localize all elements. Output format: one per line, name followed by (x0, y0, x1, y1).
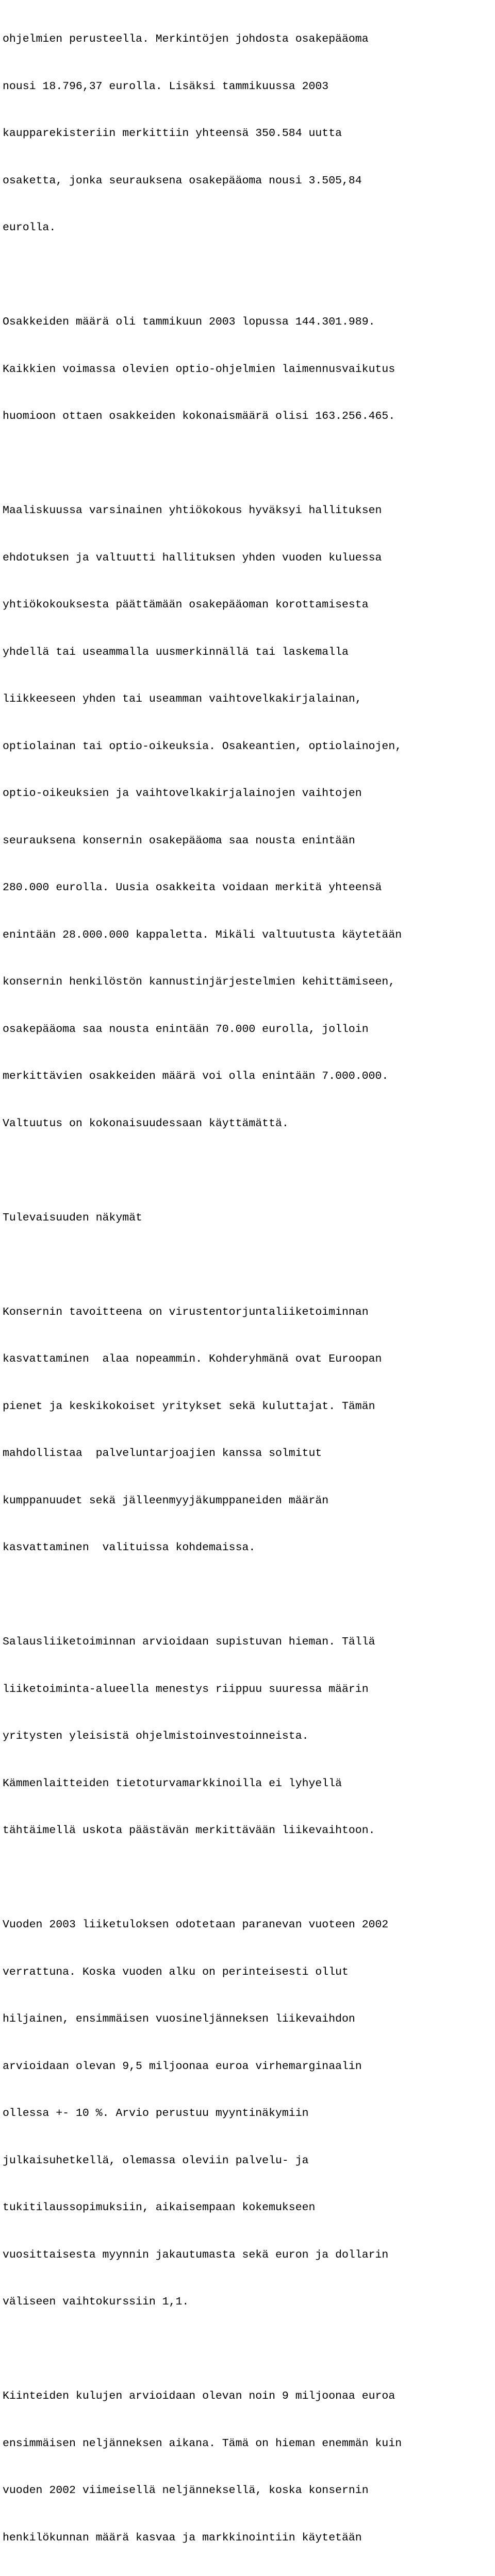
text-line: ohjelmien perusteella. Merkintöjen johdosta osakepääoma (3, 33, 369, 45)
text-line: huomioon ottaen osakkeiden kokonaismäärä olisi 163.256.465. (3, 410, 395, 422)
text-line: nousi 18.796,37 eurolla. Lisäksi tammikuussa 2003 (3, 80, 329, 93)
text-line: arvioidaan olevan 9,5 miljoonaa euroa virhemarginaalin (3, 2060, 362, 2073)
text-line: Vuoden 2003 liiketuloksen odotetaan paranevan vuoteen 2002 (3, 1919, 389, 1931)
text-line: pienet ja keskikokoiset yritykset sekä kuluttajat. Tämän (3, 1400, 375, 1413)
text-line: henkilökunnan määrä kasvaa ja markkinointiin käytetään (3, 2531, 362, 2544)
text-line: 280.000 eurolla. Uusia osakkeita voidaan merkitä yhteensä (3, 882, 382, 894)
text-line: vuosittaisesta myynnin jakautumasta sekä euron ja dollarin (3, 2248, 389, 2261)
text-line: väliseen vaihtokurssiin 1,1. (3, 2296, 189, 2308)
text-line: tähtäimellä uskota päästävän merkittävään liikevaihtoon. (3, 1824, 375, 1837)
text-line: ensimmäisen neljänneksen aikana. Tämä on hieman enemmän kuin (3, 2437, 402, 2450)
text-line: kaupparekisteriin merkittiin yhteensä 350.584 uutta (3, 127, 342, 140)
text-line: ehdotuksen ja valtuutti hallituksen yhden vuoden kuluessa (3, 551, 382, 564)
text-line: ollessa +- 10 %. Arvio perustuu myyntinäkymiin (3, 2107, 309, 2120)
paragraph-outlook-2003 (3, 1886, 492, 2342)
paragraph-spacer (3, 2342, 492, 2358)
text-line: seurauksena konsernin osakepääoma saa nousta enintään (3, 834, 355, 847)
text-line: Maaliskuussa varsinainen yhtiökokous hyväksyi hallituksen (3, 504, 382, 517)
text-line: verrattuna. Koska vuoden alku on perinteisesti ollut (3, 1965, 349, 1978)
paragraph-spacer (3, 1163, 492, 1179)
text-line: kasvattaminen valituissa kohdemaissa. (3, 1541, 256, 1554)
text-line: liikkeeseen yhden tai useamman vaihtovelkakirjalainan, (3, 693, 362, 705)
text-line: Kämmenlaitteiden tietoturvamarkkinoilla ei lyhyellä (3, 1777, 342, 1790)
text-line: mahdollistaa palveluntarjoajien kanssa solmitut (3, 1447, 322, 1460)
text-line: kasvattaminen alaa nopeammin. Kohderyhmänä ovat Euroopan (3, 1353, 382, 1365)
paragraph-spacer (3, 456, 492, 472)
text-line: yhdellä tai useammalla uusmerkinnällä tai laskemalla (3, 646, 349, 658)
text-line: Osakkeiden määrä oli tammikuun 2003 lopussa 144.301.989. (3, 316, 375, 328)
text-line: eurolla. (3, 222, 56, 234)
paragraph-outlook-strategy (3, 1273, 492, 1587)
text-line: liiketoiminta-alueella menestys riippuu suuressa määrin (3, 1683, 369, 1696)
text-line: julkaisuhetkellä, olemassa oleviin palvelu- ja (3, 2154, 309, 2167)
paragraph-share-count (3, 283, 492, 456)
text-line: konsernin henkilöstön kannustinjärjestelmien kehittämiseen, (3, 976, 395, 988)
text-line: hiljainen, ensimmäisen vuosineljänneksen liikevaihdon (3, 2013, 355, 2025)
text-line: vuoden 2002 viimeisellä neljänneksellä, koska konsernin (3, 2484, 369, 2497)
text-line: merkittävien osakkeiden määrä voi olla enintään 7.000.000. (3, 1070, 389, 1082)
paragraph-share-capital-intro (3, 0, 492, 267)
text-line: Valtuutus on kokonaisuudessaan käyttämättä. (3, 1117, 289, 1130)
text-line: optiolainan tai optio-oikeuksia. Osakeantien, optiolainojen, (3, 740, 402, 753)
paragraph-agm-authorization (3, 471, 492, 1163)
text-line: Konsernin tavoitteena on virustentorjuntaliiketoiminnan (3, 1306, 369, 1318)
text-line: osaketta, jonka seurauksena osakepääoma nousi 3.505,84 (3, 174, 362, 187)
text-line: enintään 28.000.000 kappaletta. Mikäli valtuutusta käytetään (3, 928, 402, 941)
text-line: kumppanuudet sekä jälleenmyyjäkumppaneiden määrän (3, 1494, 329, 1507)
heading-line: Tulevaisuuden näkymät (3, 1211, 142, 1224)
document-page (3, 0, 492, 2576)
paragraph-spacer (3, 1587, 492, 1603)
paragraph-spacer (3, 267, 492, 283)
text-line: yritysten yleisistä ohjelmistoinvestoinneista. (3, 1730, 309, 1742)
text-line: Kiinteiden kulujen arvioidaan olevan noin 9 miljoonaa euroa (3, 2390, 395, 2402)
paragraph-outlook-costs (3, 2357, 492, 2576)
text-line: Salausliiketoiminnan arvioidaan supistuvan hieman. Tällä (3, 1636, 375, 1648)
text-line: tukitilaussopimuksiin, aikaisempaan kokemukseen (3, 2201, 316, 2214)
text-line: osakepääoma saa nousta enintään 70.000 eurolla, jolloin (3, 1023, 369, 1036)
paragraph-spacer (3, 1870, 492, 1886)
text-line: yhtiökokouksesta päättämään osakepääoman korottamisesta (3, 599, 369, 611)
paragraph-spacer (3, 1257, 492, 1273)
text-line: Kaikkien voimassa olevien optio-ohjelmien laimennusvaikutus (3, 363, 395, 376)
section-heading-outlook (3, 1179, 492, 1258)
paragraph-outlook-encryption (3, 1603, 492, 1870)
text-line: optio-oikeuksien ja vaihtovelkakirjalainojen vaihtojen (3, 787, 362, 800)
